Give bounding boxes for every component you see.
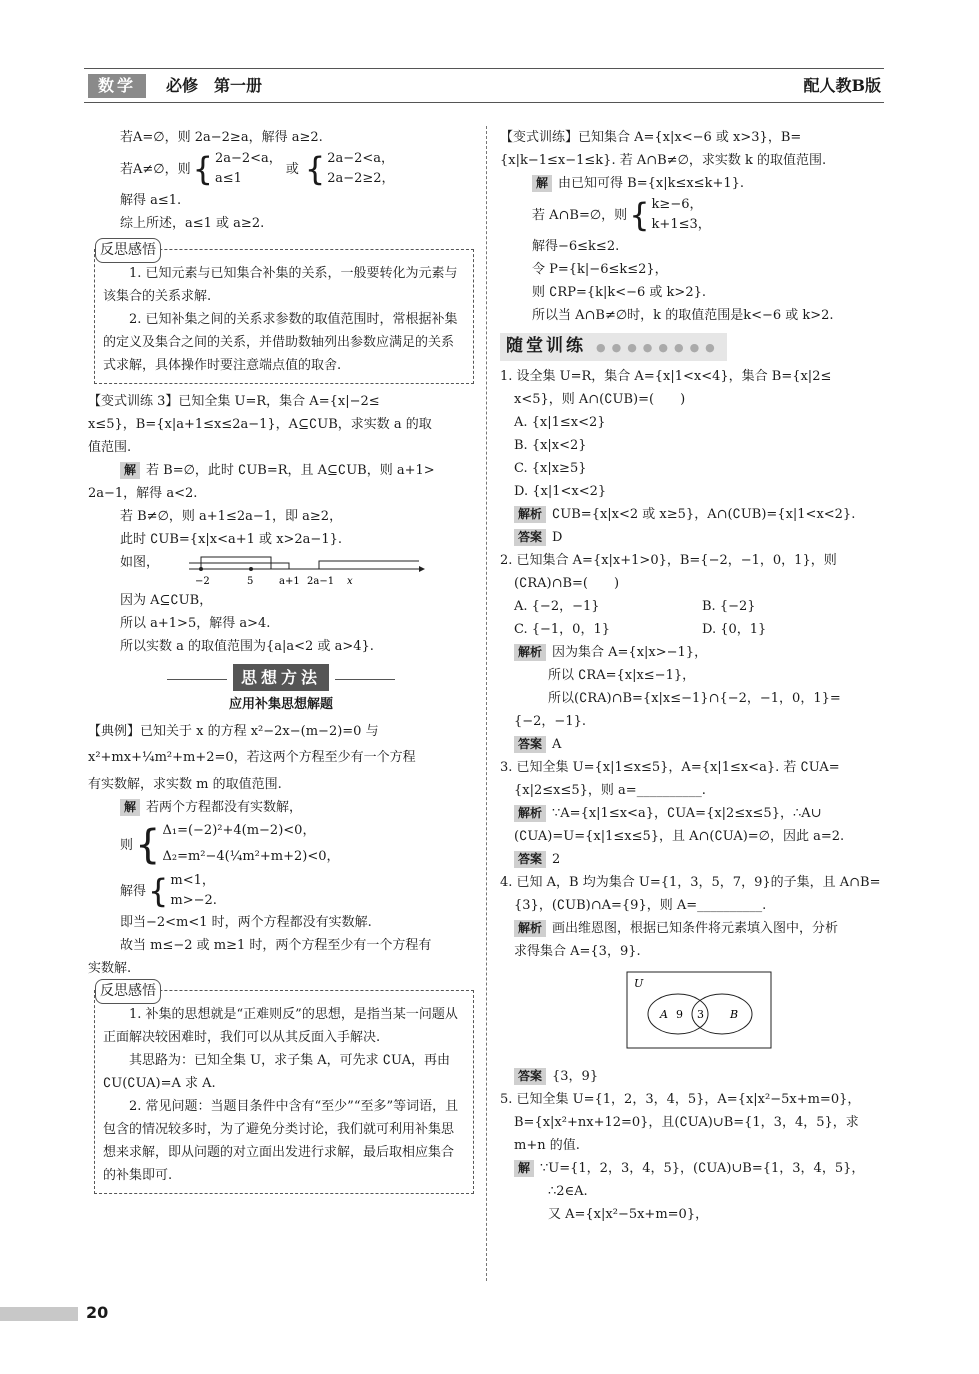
analysis-tag: 解析 <box>514 506 546 523</box>
text-line: 因为 A⊆∁UB， <box>120 593 213 608</box>
delta-system <box>88 819 474 871</box>
divider <box>167 679 227 680</box>
answer-value: A <box>552 737 562 752</box>
axis-label-x: x <box>347 576 353 587</box>
text-line: 因为集合 A={x|x>−1}， <box>552 645 708 660</box>
section-title: 随堂训练 <box>506 336 586 356</box>
text-line: 实数解. <box>88 961 132 976</box>
equation: k≥−6， <box>651 197 703 212</box>
question: 1. 设全集 U=R，集合 A={x|1<x<4}，集合 B={x|2≤ <box>500 369 832 384</box>
solution-tag: 解 <box>120 462 140 479</box>
reflection-title: 反思感悟 <box>95 979 161 1004</box>
option: B. {x|x<2} <box>514 438 587 453</box>
option-row <box>500 618 890 641</box>
text-line: 若 B≠∅，则 a+1≤2a−1，即 a≥2， <box>120 509 343 524</box>
subject-badge: 数学 <box>88 74 146 98</box>
answer-tag: 答案 <box>514 736 546 753</box>
reflection-text: 1. 补集的思想就是“正难则反”的思想，是指当某一问题从正面解决较困难时，我们可以从其反面入手解决. <box>103 1007 458 1045</box>
text-line: 故当 m≤−2 或 m≥1 时，两个方程至少有一个方程有 <box>120 938 432 953</box>
footer-bar <box>0 1307 78 1321</box>
equation: m>−2. <box>170 893 217 908</box>
example-prompt: 【典例】已知关于 x 的方程 x²−2x−(m−2)=0 与 <box>88 724 379 739</box>
text-line: ∴2∈A. <box>548 1184 588 1199</box>
reflection-title: 反思感悟 <box>95 238 161 263</box>
question: 2. 已知集合 A={x|x+1>0}，B={−2，−1，0，1}，则 <box>500 553 837 568</box>
reflection-box <box>94 242 474 384</box>
text-line: 即当−2<m<1 时，两个方程都没有实数解. <box>120 915 372 930</box>
text-line: ∁UB={x|x<2 或 x≥5}，A∩(∁UB)={x|1<x<2}. <box>552 507 856 522</box>
tick-label-a-plus-1: a+1 <box>279 576 300 587</box>
text-line: 所以(∁RA)∩B={x|x≤−1}∩{−2，−1，0，1}= <box>548 691 841 706</box>
point-minus-2 <box>199 567 203 571</box>
solution-tag: 解 <box>514 1160 534 1177</box>
text-line: 解得 <box>120 883 147 899</box>
right-column <box>500 126 890 1226</box>
option: A. {x|1≤x<2} <box>514 415 606 430</box>
number-line-figure <box>189 551 429 587</box>
reflection-box-2 <box>94 983 474 1194</box>
analysis-tag: 解析 <box>514 644 546 661</box>
equation: m<1， <box>170 873 215 888</box>
exercise-prompt: {x|k−1≤x−1≤k}. 若 A∩B≠∅，求实数 k 的取值范围. <box>500 153 827 168</box>
complement-left-bracket <box>189 563 289 569</box>
analysis-tag: 解析 <box>514 920 546 937</box>
question: 3. 已知全集 U={x|1≤x≤5}，A={x|1≤x<a}. 若 ∁UA= <box>500 760 840 775</box>
text-line: 则 ∁RP={k|k<−6 或 k>2}. <box>532 285 707 300</box>
answer-tag: 答案 <box>514 529 546 546</box>
text-line: 若两个方程都没有实数解， <box>146 800 303 815</box>
edition-label: 配人教B版 <box>803 76 881 95</box>
delta-equations <box>162 819 339 871</box>
answer-value: D <box>552 530 563 545</box>
option: D. {x|1<x<2} <box>514 484 607 499</box>
decorative-dots: ●●●●●●●● <box>596 341 721 354</box>
text-line: 所以当 A∩B≠∅时，k 的取值范围是k<−6 或 k>2. <box>532 308 834 323</box>
brace-icon: { <box>148 872 169 910</box>
exercise-prompt: x≤5}，B={x|a+1≤x≤2a−1}，A⊆∁UB，求实数 a 的取 <box>88 417 432 432</box>
text-line: 综上所述，a≤1 或 a≥2. <box>120 216 265 231</box>
venn-diagram <box>626 971 772 1049</box>
case-system <box>88 149 474 189</box>
equation: 2a−2≥2， <box>327 171 395 186</box>
method-title: 思想方法 <box>233 664 329 691</box>
tick-label-5: 5 <box>247 576 254 587</box>
example-prompt: 有实数解，求实数 m 的取值范围. <box>88 777 282 792</box>
reflection-text: 其思路为：已知全集 U，求子集 A，可先求 ∁UA，再由 ∁U(∁UA)=A 求 A. <box>103 1053 450 1091</box>
answer-tag: 答案 <box>514 1068 546 1085</box>
tick-label-minus-2: −2 <box>195 576 210 587</box>
text-line: 由已知可得 B={x|k≤x≤k+1}. <box>558 176 745 191</box>
question: x<5}，则 A∩(∁UB)=( ) <box>514 392 686 407</box>
brace-icon: { <box>192 150 213 188</box>
text-line: 若A≠∅，则 <box>120 161 191 177</box>
exercise-prompt: 【变式训练 3】已知全集 U=R，集合 A={x|−2≤ <box>88 394 380 409</box>
answer-value: {3，9} <box>552 1069 599 1084</box>
text-line: (∁UA)=U={x|1≤x≤5}，且 A∩(∁UA)=∅，因此 a=2. <box>514 829 845 844</box>
text-line: 如图， <box>120 555 160 570</box>
equation: 2a−2<a， <box>327 151 395 166</box>
text-line: 或 <box>285 161 299 177</box>
question: 4. 已知 A，B 均为集合 U={1，3，5，7，9}的子集，且 A∩B= <box>500 875 881 890</box>
text-line: 若A=∅，则 2a−2≥a，解得 a≥2. <box>120 130 323 145</box>
text-line: 则 <box>120 837 134 853</box>
answer-value: 2 <box>552 852 561 867</box>
option: A. {−2，−1} <box>514 599 600 614</box>
brace-icon: { <box>629 196 650 234</box>
answer-tag: 答案 <box>514 851 546 868</box>
venn-label-a: A <box>660 1008 668 1021</box>
reflection-text: 1. 已知元素与已知集合补集的关系，一般要转化为元素与该集合的关系求解. <box>103 266 458 304</box>
divider <box>335 679 395 680</box>
method-subtitle: 应用补集思想解题 <box>228 697 333 712</box>
system-2 <box>327 149 394 189</box>
text-line: 解得 a≤1. <box>120 193 182 208</box>
text-line: {−2，−1}. <box>514 714 587 729</box>
text-line: 所以 a+1>5，解得 a>4. <box>120 616 271 631</box>
text-line: 所以 ∁RA={x|x≤−1}， <box>548 668 696 683</box>
option: C. {x|x≥5} <box>514 461 587 476</box>
option-row <box>500 595 890 618</box>
tick-label-2a-minus-1: 2a−1 <box>307 576 335 587</box>
text-line: 若 B=∅，此时 ∁UB=R，且 A⊆∁UB，则 a+1> <box>146 463 435 478</box>
exercise-prompt: 值范围. <box>88 440 132 455</box>
equation: Δ₁=(−2)²+4(m−2)<0， <box>162 823 316 838</box>
text-line: ∵U={1，2，3，4，5}，(∁UA)∪B={1，3，4，5}， <box>540 1161 865 1176</box>
option: B. {−2} <box>702 599 756 614</box>
question: m+n 的值. <box>514 1138 580 1153</box>
k-system <box>500 195 890 235</box>
method-heading <box>88 664 474 691</box>
solution-system <box>88 871 474 911</box>
text-line: 所以实数 a 的取值范围为{a|a<2 或 a>4}. <box>120 639 374 654</box>
question: {x|2≤x≤5}，则 a=__________. <box>514 783 706 798</box>
question: (∁RA)∩B=( ) <box>514 576 620 591</box>
column-divider <box>486 126 487 1281</box>
axis-arrow-icon <box>419 566 425 572</box>
equation: a≤1 <box>214 171 242 186</box>
equation: k+1≤3， <box>651 217 711 232</box>
section-heading <box>500 333 727 361</box>
equation: 2a−2<a， <box>214 151 282 166</box>
reflection-text: 2. 已知补集之间的关系求参数的取值范围时，常根据补集的定义及集合之间的关系，并借助数轴列出参数应满足的关系式求解，具体操作时要注意端点值的取舍. <box>103 312 458 373</box>
solution-inequalities <box>170 871 217 911</box>
venn-element-9: 9 <box>676 1008 683 1021</box>
header-top-rule <box>84 68 884 69</box>
complement-right-bracket <box>319 561 419 569</box>
system-1 <box>215 149 282 189</box>
solution-tag: 解 <box>532 175 552 192</box>
option: C. {−1，0，1} <box>514 622 610 637</box>
venn-label-b: B <box>730 1008 739 1021</box>
brace-icon: { <box>135 822 161 868</box>
text-line: 画出维恩图，根据已知条件将元素填入图中，分析 <box>552 921 839 936</box>
question: B={x|x²+nx+12=0}，且(∁UA)∪B={1，3，4，5}，求 <box>514 1115 859 1130</box>
text-line: 又 A={x|x²−5x+m=0}， <box>548 1207 709 1222</box>
text-line: ∵A={x|1≤x<a}，∁UA={x|2≤x≤5}，∴A∪ <box>552 806 822 821</box>
text-line: 若 A∩B=∅，则 <box>532 207 628 223</box>
book-title: 必修 第一册 <box>166 76 263 95</box>
k-inequalities <box>652 195 711 235</box>
venn-label-u: U <box>634 977 644 990</box>
text-line: 2a−1，解得 a<2. <box>88 486 198 501</box>
page-number: 20 <box>86 1303 109 1322</box>
brace-icon: { <box>304 150 326 188</box>
option: D. {0，1} <box>702 622 767 637</box>
text-line: 此时 ∁UB={x|x<a+1 或 x>2a−1}. <box>120 532 343 547</box>
venn-element-3: 3 <box>697 1008 704 1021</box>
solution-tag: 解 <box>120 799 140 816</box>
text-line: 求得集合 A={3，9}. <box>514 944 641 959</box>
example-prompt: x²+mx+¼m²+m+2=0，若这两个方程至少有一个方程 <box>88 750 416 765</box>
text-line: 解得−6≤k≤2. <box>532 239 620 254</box>
equation: Δ₂=m²−4(¼m²+m+2)<0， <box>162 849 340 864</box>
reflection-text: 2. 常见问题：当题目条件中含有“至少”“至多”等词语，且包含的情况较多时，为了避免分类讨论，我们就可利用补集思想来求解，即从问题的对立面出发进行求解，最后取相应集合的补集即可. <box>103 1099 459 1183</box>
analysis-tag: 解析 <box>514 805 546 822</box>
exercise-prompt: 【变式训练】已知集合 A={x|x<−6 或 x>3}，B= <box>500 130 802 145</box>
question: 5. 已知全集 U={1，2，3，4，5}，A={x|x²−5x+m=0}， <box>500 1092 861 1107</box>
point-5 <box>249 567 253 571</box>
left-column <box>88 126 474 1198</box>
text-line: 令 P={k|−6≤k≤2}， <box>532 262 668 277</box>
question: {3}，(∁UB)∩A={9}，则 A=__________. <box>514 898 767 913</box>
header-bottom-rule <box>84 102 884 103</box>
number-line-row <box>88 551 474 587</box>
